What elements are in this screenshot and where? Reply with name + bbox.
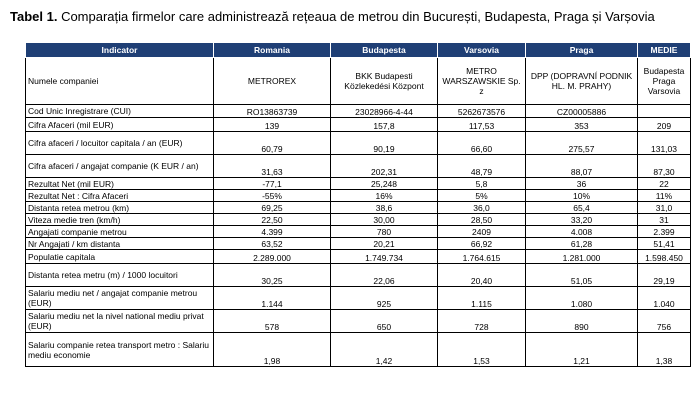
cell-indicator: Viteza medie tren (km/h) bbox=[26, 214, 214, 226]
cell-value: 61,28 bbox=[526, 238, 638, 250]
table-title-number: Tabel 1. bbox=[10, 9, 58, 24]
cell-value: 353 bbox=[526, 118, 638, 132]
cell-value: DPP (DOPRAVNÍ PODNIK HL. M. PRAHY) bbox=[526, 58, 638, 105]
table-row bbox=[26, 333, 691, 367]
header-medie: MEDIE bbox=[638, 43, 691, 58]
cell-indicator: Cifra Afaceri (mil EUR) bbox=[26, 118, 214, 132]
cell-value: 117,53 bbox=[438, 118, 526, 132]
cell-value: CZ00005886 bbox=[526, 105, 638, 118]
cell-value: 1.144 bbox=[214, 287, 331, 310]
cell-value: 36 bbox=[526, 178, 638, 190]
cell-value: 650 bbox=[331, 310, 438, 333]
table-row bbox=[26, 132, 691, 155]
cell-value: 31 bbox=[638, 214, 691, 226]
cell-value: 23028966-4-44 bbox=[331, 105, 438, 118]
cell-value: -77,1 bbox=[214, 178, 331, 190]
cell-value: 5,8 bbox=[438, 178, 526, 190]
cell-value: 1.749.734 bbox=[331, 250, 438, 264]
cell-value: 28,50 bbox=[438, 214, 526, 226]
cell-value: 30,00 bbox=[331, 214, 438, 226]
cell-value: 60,79 bbox=[214, 132, 331, 155]
cell-value: 11% bbox=[638, 190, 691, 202]
cell-value: 87,30 bbox=[638, 155, 691, 178]
cell-value: 31,63 bbox=[214, 155, 331, 178]
cell-value: 1,38 bbox=[638, 333, 691, 367]
header-praga: Praga bbox=[526, 43, 638, 58]
table-row bbox=[26, 264, 691, 287]
cell-value: 31,0 bbox=[638, 202, 691, 214]
cell-indicator: Rezultat Net (mil EUR) bbox=[26, 178, 214, 190]
table-row bbox=[26, 250, 691, 264]
cell-value: RO13863739 bbox=[214, 105, 331, 118]
cell-value: 728 bbox=[438, 310, 526, 333]
cell-value: BKK Budapesti Közlekedési Központ bbox=[331, 58, 438, 105]
table-row bbox=[26, 238, 691, 250]
cell-value: 1.080 bbox=[526, 287, 638, 310]
cell-value: 38,6 bbox=[331, 202, 438, 214]
cell-value: 578 bbox=[214, 310, 331, 333]
cell-value: 275,57 bbox=[526, 132, 638, 155]
cell-indicator: Cifra afaceri / angajat companie (K EUR / an) bbox=[26, 155, 214, 178]
cell-value: 4.008 bbox=[526, 226, 638, 238]
cell-value: 5262673576 bbox=[438, 105, 526, 118]
cell-value: 51,41 bbox=[638, 238, 691, 250]
cell-value bbox=[638, 105, 691, 118]
table-title-text: Comparația firmelor care administrează rețeaua de metrou din București, Budapesta, Praga și Varșovia bbox=[57, 9, 655, 24]
cell-value: 890 bbox=[526, 310, 638, 333]
cell-value: 36,0 bbox=[438, 202, 526, 214]
header-romania: Romania bbox=[214, 43, 331, 58]
cell-value: 1,42 bbox=[331, 333, 438, 367]
cell-value: 20,40 bbox=[438, 264, 526, 287]
cell-value: -55% bbox=[214, 190, 331, 202]
cell-value: 33,20 bbox=[526, 214, 638, 226]
cell-value: 202,31 bbox=[331, 155, 438, 178]
cell-value: 5% bbox=[438, 190, 526, 202]
cell-value: 65,4 bbox=[526, 202, 638, 214]
cell-value: 10% bbox=[526, 190, 638, 202]
cell-value: 90,19 bbox=[331, 132, 438, 155]
cell-value: 88,07 bbox=[526, 155, 638, 178]
cell-value: 51,05 bbox=[526, 264, 638, 287]
cell-value: 1.764.615 bbox=[438, 250, 526, 264]
header-varsovia: Varsovia bbox=[438, 43, 526, 58]
cell-value: 1,98 bbox=[214, 333, 331, 367]
cell-indicator: Angajati companie metrou bbox=[26, 226, 214, 238]
table-title bbox=[10, 9, 655, 24]
cell-value: 2.399 bbox=[638, 226, 691, 238]
table-row bbox=[26, 202, 691, 214]
cell-indicator: Distanta retea metru (m) / 1000 locuitori bbox=[26, 264, 214, 287]
cell-value: 1,53 bbox=[438, 333, 526, 367]
cell-value: 16% bbox=[331, 190, 438, 202]
cell-indicator: Cifra afaceri / locuitor capitala / an (EUR) bbox=[26, 132, 214, 155]
cell-indicator: Salariu mediu net / angajat companie metrou (EUR) bbox=[26, 287, 214, 310]
cell-indicator: Cod Unic Inregistrare (CUI) bbox=[26, 105, 214, 118]
header-budapesta: Budapesta bbox=[331, 43, 438, 58]
header-indicator: Indicator bbox=[26, 43, 214, 58]
table-row bbox=[26, 155, 691, 178]
cell-indicator: Distanta retea metrou (km) bbox=[26, 202, 214, 214]
cell-indicator: Salariu companie retea transport metro : Salariu mediu economie bbox=[26, 333, 214, 367]
cell-indicator: Nr Angajati / km distanta bbox=[26, 238, 214, 250]
cell-value: 2.289.000 bbox=[214, 250, 331, 264]
table-row bbox=[26, 190, 691, 202]
table-row bbox=[26, 287, 691, 310]
cell-value: 25,248 bbox=[331, 178, 438, 190]
comparison-table bbox=[25, 42, 691, 367]
cell-value: 22,06 bbox=[331, 264, 438, 287]
cell-value: 48,79 bbox=[438, 155, 526, 178]
cell-value: 209 bbox=[638, 118, 691, 132]
cell-value: 22,50 bbox=[214, 214, 331, 226]
cell-value: 925 bbox=[331, 287, 438, 310]
table-row bbox=[26, 226, 691, 238]
cell-value: METROREX bbox=[214, 58, 331, 105]
cell-indicator: Salariu mediu net la nivel national mediu privat (EUR) bbox=[26, 310, 214, 333]
cell-indicator: Populatie capitala bbox=[26, 250, 214, 264]
cell-value: 20,21 bbox=[331, 238, 438, 250]
cell-value: 66,60 bbox=[438, 132, 526, 155]
cell-value: 1.598.450 bbox=[638, 250, 691, 264]
cell-value: 63,52 bbox=[214, 238, 331, 250]
cell-value: 29,19 bbox=[638, 264, 691, 287]
table-row bbox=[26, 118, 691, 132]
cell-value: 30,25 bbox=[214, 264, 331, 287]
cell-value: 139 bbox=[214, 118, 331, 132]
cell-value: 22 bbox=[638, 178, 691, 190]
cell-value: 131,03 bbox=[638, 132, 691, 155]
table-row bbox=[26, 310, 691, 333]
table-row bbox=[26, 178, 691, 190]
cell-value: METRO WARSZAWSKIE Sp. z bbox=[438, 58, 526, 105]
table-row bbox=[26, 58, 691, 105]
cell-value: 2409 bbox=[438, 226, 526, 238]
cell-value: 157,8 bbox=[331, 118, 438, 132]
cell-value: 1.115 bbox=[438, 287, 526, 310]
table-row bbox=[26, 214, 691, 226]
cell-value: 1.040 bbox=[638, 287, 691, 310]
cell-value: Budapesta Praga Varsovia bbox=[638, 58, 691, 105]
cell-value: 4.399 bbox=[214, 226, 331, 238]
cell-value: 69,25 bbox=[214, 202, 331, 214]
cell-value: 1,21 bbox=[526, 333, 638, 367]
cell-value: 780 bbox=[331, 226, 438, 238]
cell-value: 66,92 bbox=[438, 238, 526, 250]
table-header-row bbox=[26, 43, 691, 58]
table-row bbox=[26, 105, 691, 118]
cell-indicator: Rezultat Net : Cifra Afaceri bbox=[26, 190, 214, 202]
cell-value: 1.281.000 bbox=[526, 250, 638, 264]
cell-indicator: Numele companiei bbox=[26, 58, 214, 105]
cell-value: 756 bbox=[638, 310, 691, 333]
